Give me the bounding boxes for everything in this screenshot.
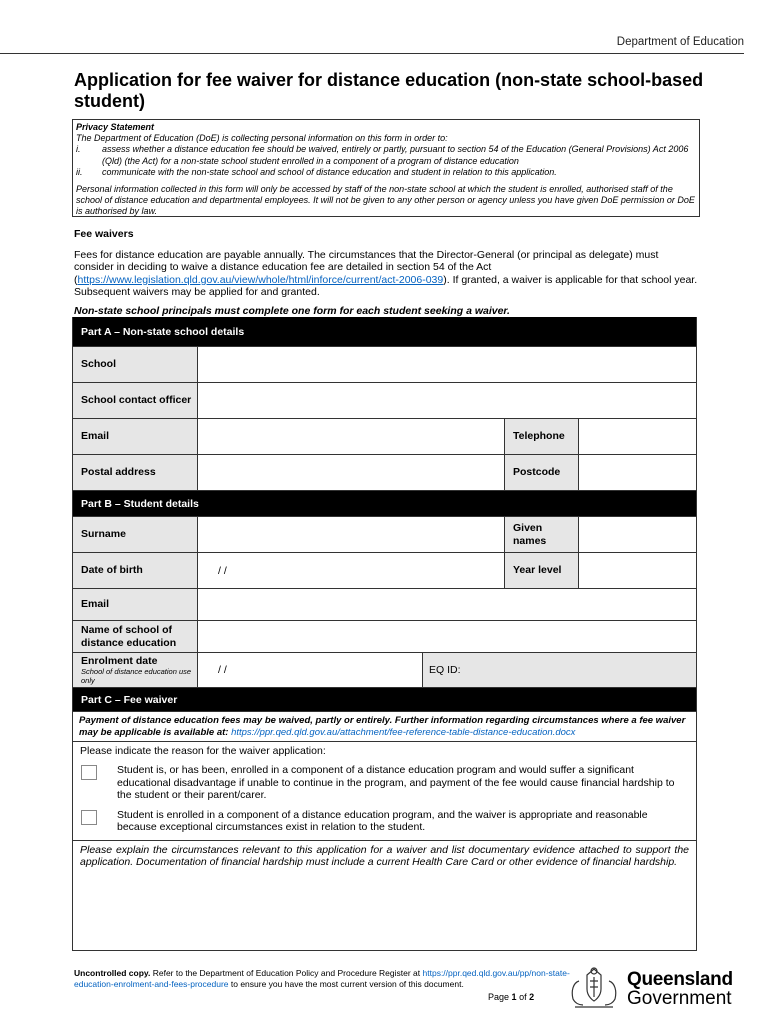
postal-field[interactable] — [198, 455, 505, 490]
enrolment-label — [73, 653, 198, 687]
postcode-field[interactable] — [579, 455, 696, 490]
student-email-label: Email — [73, 589, 198, 620]
dob-field[interactable]: / / — [198, 553, 505, 588]
telephone-label: Telephone — [505, 419, 579, 454]
postcode-label: Postcode — [505, 455, 579, 490]
fee-text-before: Fees for distance education are payable annually. The circumstances that the Director-General (or principal as delegate) must consider in deciding to waive a distance education fee are detailed in section 54 of the Act ( — [74, 249, 659, 286]
school-de-field[interactable] — [198, 621, 696, 652]
page-title: Application for fee waiver for distance education (non-state school-based student) — [74, 70, 704, 111]
school-row — [73, 347, 696, 383]
footer-text-2: to ensure you have the most current version of this document. — [228, 979, 464, 989]
reason-1-text: Student is, or has been, enrolled in a component of a distance education program and would suffer a significant educational disadvantage if unable to continue in the program, and payment of the fee would cause financial hardship to the student or their parent/carer. — [117, 764, 675, 801]
department-name: Department of Education — [616, 36, 744, 48]
eq-id-field[interactable] — [423, 653, 696, 687]
enrolment-date-label: Enrolment date — [81, 654, 158, 667]
coat-of-arms-icon — [565, 965, 623, 1013]
student-email-row — [73, 589, 696, 621]
contact-officer-label: School contact officer — [73, 383, 198, 418]
privacy-item-num: i. — [76, 144, 81, 155]
school-label: School — [73, 347, 198, 382]
part-c-note — [73, 712, 696, 742]
year-level-label: Year level — [505, 553, 579, 588]
header-rule — [0, 53, 744, 54]
reason-2-text: Student is enrolled in a component of a distance education program, and the waiver is appropriate and reasonable because exceptional circumstances exist in relation to the student. — [117, 809, 648, 834]
year-level-field[interactable] — [579, 553, 696, 588]
reason-prompt: Please indicate the reason for the waiver application: — [80, 745, 326, 757]
queensland-government-logo — [565, 964, 740, 1014]
contact-officer-field[interactable] — [198, 383, 696, 418]
part-b-heading: Part B – Student details — [73, 491, 696, 517]
reason-section — [73, 742, 696, 841]
privacy-item-num: ii. — [76, 166, 83, 177]
reason-1-checkbox[interactable] — [81, 765, 97, 780]
explain-prompt: Please explain the circumstances relevant to this application for a waiver and list documentary evidence attached to support the application. Documentation of financial hardship must include a current Health Care Card or other evidence of financial hardship. — [80, 843, 689, 869]
privacy-intro: The Department of Education (DoE) is collecting personal information on this form in order to: — [76, 133, 448, 144]
privacy-statement — [72, 119, 700, 217]
privacy-item-text: communicate with the non-state school and school of distance education and student in relation to this application. — [102, 166, 557, 177]
privacy-item — [76, 167, 696, 178]
logo-line-1: Queensland — [627, 969, 733, 990]
footer-text-1: Refer to the Department of Education Policy and Procedure Register at — [150, 968, 423, 978]
explain-field[interactable] — [73, 841, 696, 951]
surname-row — [73, 517, 696, 553]
given-names-field[interactable] — [579, 517, 696, 552]
fee-text-after: ). If granted, a waiver is applicable for that school year. Subsequent waivers may be applied for and granted. — [74, 273, 698, 298]
dob-row — [73, 553, 696, 589]
fee-waivers-note: Non-state school principals must complete one form for each student seeking a waiver. — [74, 305, 510, 317]
school-de-row — [73, 621, 696, 653]
uncontrolled-label: Uncontrolled copy. — [74, 968, 151, 978]
email-field[interactable] — [198, 419, 505, 454]
footer — [74, 968, 574, 990]
fee-reference-link[interactable]: https://ppr.qed.qld.gov.au/attachment/fee-reference-table-distance-education.docx — [231, 726, 576, 738]
surname-field[interactable] — [198, 517, 505, 552]
logo-line-2: Government — [627, 988, 732, 1009]
reason-option-1 — [80, 764, 689, 801]
page-number: Page 1 of 2 — [488, 992, 535, 1002]
enrolment-date-field[interactable]: / / — [198, 653, 423, 687]
student-email-field[interactable] — [198, 589, 696, 620]
fee-waivers-text — [74, 249, 700, 298]
email-label: Email — [73, 419, 198, 454]
dob-label: Date of birth — [73, 553, 198, 588]
school-de-label: Name of school of distance education — [73, 621, 198, 652]
legislation-link[interactable]: https://www.legislation.qld.gov.au/view/whole/html/inforce/current/act-2006-039 — [77, 273, 444, 286]
part-c-heading: Part C – Fee waiver — [73, 688, 696, 712]
part-a-heading: Part A – Non-state school details — [73, 317, 696, 347]
school-field[interactable] — [198, 347, 696, 382]
part-c-note-text: Payment of distance education fees may be waived, partly or entirely. Further information regarding circumstances where a fee waiver may be applicable is available at: — [79, 715, 686, 738]
contact-officer-row — [73, 383, 696, 419]
postal-label: Postal address — [73, 455, 198, 490]
given-names-label: Given names — [505, 517, 579, 552]
reason-2-checkbox[interactable] — [81, 810, 97, 825]
reason-option-2 — [80, 809, 689, 834]
enrolment-row — [73, 653, 696, 688]
enrolment-sub-label: School of distance education use only — [81, 667, 192, 686]
privacy-closing: Personal information collected in this form will only be accessed by staff of the non-state school at which the student is enrolled, authorised staff of the school of distance education and departmental employees. It will not be given to any other person or agency unless you have given DoE permission or DoE is authorised by law. — [76, 184, 695, 217]
privacy-item-text: assess whether a distance education fee should be waived, entirely or partly, pursuant to section 54 of the Education (General Provisions) Act 2006 (Qld) (the Act) for a non-state school student enrolled in a component of a program of distance education — [102, 144, 689, 166]
privacy-item — [76, 144, 696, 166]
eq-id-label: EQ ID: — [429, 664, 461, 676]
ppr-link[interactable]: https://ppr.qed.qld.gov.au/pp/non-state-education-enrolment-and-fees-procedure — [74, 968, 570, 989]
fee-waivers-heading: Fee waivers — [74, 228, 134, 240]
telephone-field[interactable] — [579, 419, 696, 454]
surname-label: Surname — [73, 517, 198, 552]
email-row — [73, 419, 696, 455]
application-form — [72, 317, 697, 951]
privacy-heading: Privacy Statement — [76, 122, 155, 132]
postal-row — [73, 455, 696, 491]
